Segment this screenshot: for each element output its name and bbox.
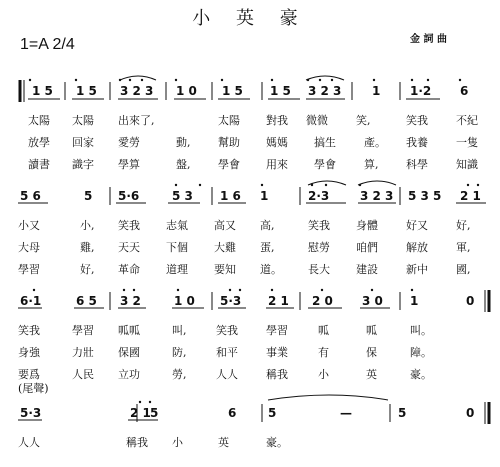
lyric: 事業	[266, 346, 288, 359]
lyric: 愛勞	[118, 136, 140, 149]
lyric: 好,	[80, 263, 95, 276]
lyric: 笑我	[118, 219, 140, 232]
lyric: 呱	[318, 324, 329, 337]
lyric: 叫,	[172, 324, 187, 337]
lyric: 志氣	[166, 219, 188, 232]
coda-measure-6: 5	[398, 406, 407, 420]
lyric: 回家	[72, 136, 94, 149]
coda-measure-5: 5	[268, 406, 277, 420]
measure-4: 5 3	[172, 189, 193, 203]
measure-10: 2 1	[460, 189, 481, 203]
measure-3: 5·6	[118, 189, 140, 203]
coda-measure-1: 5·3	[20, 406, 42, 420]
lyric: 大雞	[214, 241, 236, 254]
lyric: 身體	[356, 219, 378, 232]
lyric: 笑我	[308, 219, 330, 232]
measure-2: 6 5	[76, 294, 97, 308]
measure-7: 2·3	[308, 189, 330, 203]
lyric: 解放	[406, 241, 428, 254]
lyric: 學習	[72, 324, 94, 337]
lyric: 防,	[172, 346, 187, 359]
measure-7: 3 2 3	[308, 84, 342, 98]
lyric: 笑,	[356, 114, 371, 127]
lyric: 科學	[406, 158, 428, 171]
lyric: 要爲	[18, 368, 40, 381]
lyric: 小	[172, 436, 183, 449]
lyric: 太陽	[218, 114, 240, 127]
lyric: 好又	[406, 219, 428, 232]
lyric: 小	[318, 368, 329, 381]
lyric: 力壯	[72, 346, 94, 359]
measure-10: 0	[466, 294, 475, 308]
measure-7: 2 0	[312, 294, 333, 308]
key-signature: 1=A 2/4	[20, 36, 75, 53]
lyric: 呱呱	[118, 324, 140, 337]
lyric: 小又	[18, 219, 40, 232]
lyric: 人人	[216, 368, 238, 381]
lyric: 和平	[216, 346, 238, 359]
lyric: 學習	[266, 324, 288, 337]
lyric: 建設	[356, 263, 378, 276]
measure-2: 5	[84, 189, 93, 203]
measure-1: 1 5	[32, 84, 53, 98]
lyric: 笑我	[18, 324, 40, 337]
lyric: 豪。	[410, 368, 432, 381]
lyric: 稱我	[126, 436, 148, 449]
lyric: 出來了,	[118, 114, 155, 127]
coda-measure-4: 6	[228, 406, 237, 420]
lyric: 笑我	[216, 324, 238, 337]
lyric: 笑我	[406, 114, 428, 127]
lyric: 媽媽	[266, 136, 288, 149]
song-title: 小 英 豪	[192, 8, 308, 29]
lyric: 我養	[406, 136, 428, 149]
lyric: 豪。	[266, 436, 288, 449]
lyric: 國,	[456, 263, 471, 276]
measure-10: 6	[460, 84, 469, 98]
author-credit: 金 詞 曲	[410, 34, 447, 45]
measure-8: 3 0	[362, 294, 383, 308]
measure-8: 1	[372, 84, 381, 98]
lyric: 一隻	[456, 136, 478, 149]
lyric: 保	[366, 346, 377, 359]
coda-measure-3: 5	[150, 406, 159, 420]
lyric: 好,	[456, 219, 471, 232]
measure-8: 3 2 3	[360, 189, 394, 203]
lyric: 軍,	[456, 241, 471, 254]
measure-9: 1·2	[410, 84, 432, 98]
lyric: 算,	[364, 158, 379, 171]
lyric: 有	[318, 346, 329, 359]
measure-5: 1 5	[222, 84, 243, 98]
lyric: 下個	[166, 241, 188, 254]
measure-6: 2 1	[268, 294, 289, 308]
measure-3: 3 2	[120, 294, 141, 308]
lyric: 勞,	[172, 368, 187, 381]
lyric: 長大	[308, 263, 330, 276]
lyric: 呱	[366, 324, 377, 337]
measure-1: 5 6	[20, 189, 41, 203]
coda-dash: —	[340, 406, 352, 420]
lyric: 盤,	[176, 158, 191, 171]
lyric: 天天	[118, 241, 140, 254]
lyric: 產。	[364, 136, 386, 149]
lyric: 立功	[118, 368, 140, 381]
measure-5: 1 6	[220, 189, 241, 203]
lyric: 高,	[260, 219, 275, 232]
lyric: 慰勞	[308, 241, 330, 254]
measure-9: 1	[410, 294, 419, 308]
measure-4: 1 0	[176, 84, 197, 98]
lyric: 道。	[260, 263, 282, 276]
lyric: 咱們	[356, 241, 378, 254]
lyric: 不紀	[456, 114, 478, 127]
measure-2: 1 5	[76, 84, 97, 98]
lyric: 學習	[18, 263, 40, 276]
lyric: 微微	[306, 114, 328, 127]
coda-label: (尾聲)	[18, 382, 49, 395]
lyric: 革命	[118, 263, 140, 276]
lyric: 要知	[214, 263, 236, 276]
lyric: 保國	[118, 346, 140, 359]
lyric: 雞,	[80, 241, 95, 254]
lyric: 學會	[314, 158, 336, 171]
lyric: 道理	[166, 263, 188, 276]
lyric: 識字	[72, 158, 94, 171]
lyric: 小,	[80, 219, 95, 232]
lyric: 蛋,	[260, 241, 275, 254]
lyric: 叫。	[410, 324, 432, 337]
lyric: 障。	[410, 346, 432, 359]
coda-measure-7: 0	[466, 406, 475, 420]
lyric: 動,	[176, 136, 191, 149]
lyric: 太陽	[72, 114, 94, 127]
measure-6: 1	[260, 189, 269, 203]
measure-9: 5 3 5	[408, 189, 442, 203]
lyric: 學會	[218, 158, 240, 171]
lyric: 人民	[72, 368, 94, 381]
lyric: 太陽	[28, 114, 50, 127]
measure-3: 3 2 3	[120, 84, 154, 98]
lyric: 身強	[18, 346, 40, 359]
lyric: 用來	[266, 158, 288, 171]
measure-5: 5·3	[220, 294, 242, 308]
coda-measure-2: 2 1	[130, 406, 151, 420]
lyric: 稱我	[266, 368, 288, 381]
lyric: 讀書	[28, 158, 50, 171]
measure-6: 1 5	[270, 84, 291, 98]
lyric: 知識	[456, 158, 478, 171]
lyric: 大母	[18, 241, 40, 254]
lyric: 對我	[266, 114, 288, 127]
lyric: 新中	[406, 263, 428, 276]
lyric: 搞生	[314, 136, 336, 149]
lyric: 高又	[214, 219, 236, 232]
lyric: 英	[366, 368, 377, 381]
lyric: 幫助	[218, 136, 240, 149]
measure-4: 1 0	[174, 294, 195, 308]
lyric: 學算	[118, 158, 140, 171]
measure-1: 6·1	[20, 294, 42, 308]
lyric: 英	[218, 436, 229, 449]
lyric: 人人	[18, 436, 40, 449]
lyric: 放學	[28, 136, 50, 149]
